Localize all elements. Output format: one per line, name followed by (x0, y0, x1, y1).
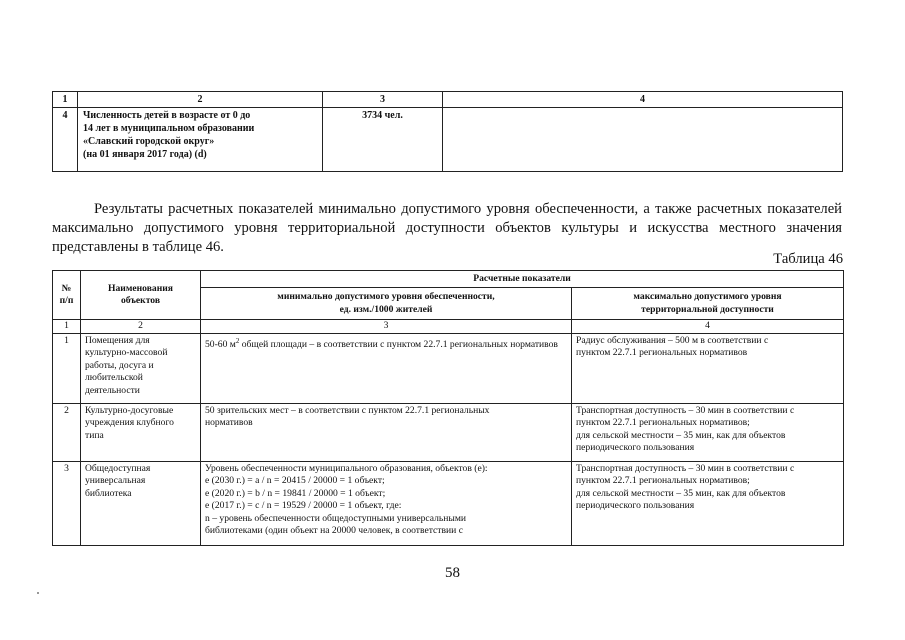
row-name-line: 14 лет в муниципальном образовании (83, 123, 255, 134)
head-max-line: максимально допустимого уровня (633, 291, 782, 303)
object-name-line: культурно-массовой (85, 347, 168, 359)
top-header-cell: 2 (78, 92, 323, 108)
index-row (53, 320, 844, 334)
max-indicator (572, 462, 844, 546)
object-name-line: любительской (85, 372, 143, 384)
max-line: периодического пользования (576, 442, 695, 454)
table-46 (52, 270, 844, 546)
min-text: 50-60 м (205, 339, 236, 351)
object-name-line: библиотека (85, 487, 132, 499)
min-sup: 2 (235, 337, 240, 345)
top-table-header-row (53, 92, 843, 108)
index-cell: 1 (53, 320, 81, 334)
max-line: для сельской местности – 35 мин, как для объектов (576, 487, 786, 499)
max-line: для сельской местности – 35 мин, как для объектов (576, 429, 786, 441)
min-line: е (2017 г.) = c / n = 19529 / 20000 = 1 объект, где: (205, 500, 402, 512)
index-cell: 2 (81, 320, 201, 334)
max-line: Транспортная доступность – 30 мин в соответствии с (576, 405, 795, 416)
table-row (53, 404, 844, 462)
row-name (78, 108, 323, 172)
head-num (53, 271, 81, 320)
table-label: Таблица 46 (773, 251, 843, 267)
max-line: периодического пользования (576, 500, 695, 512)
head-name-line: Наименования (108, 282, 173, 294)
min-line: е (2020 г.) = b / n = 19841 / 20000 = 1 объект; (205, 487, 386, 499)
index-cell: 3 (201, 320, 572, 334)
object-name (81, 404, 201, 462)
row-number: 2 (53, 404, 81, 462)
row-number: 1 (53, 334, 81, 404)
row-name-line: Численность детей в возрасте от 0 до (83, 110, 251, 121)
head-max-line: территориальной доступности (641, 303, 774, 315)
row-note (443, 108, 843, 172)
min-line: нормативов (205, 417, 253, 429)
min-line: n – уровень обеспеченности общедоступными универсальными (205, 512, 467, 524)
head-name (81, 271, 201, 320)
head-row-1 (53, 271, 844, 288)
head-min-line: ед. изм./1000 жителей (339, 303, 433, 315)
max-line: Транспортная доступность – 30 мин в соответствии с (576, 463, 795, 474)
min-line: библиотеками (один объект на 20000 человек, в соответствии с (205, 525, 463, 537)
table-row (53, 334, 844, 404)
object-name-line: работы, досуга и (85, 359, 154, 371)
row-name-line: (на 01 января 2017 года) (d) (83, 149, 207, 160)
object-name-line: учреждения клубного (85, 417, 174, 429)
top-header-cell: 4 (443, 92, 843, 108)
max-line: пунктом 22.7.1 региональных нормативов; (576, 475, 750, 487)
min-line: Уровень обеспеченности муниципального образования, объектов (е): (205, 463, 488, 474)
index-cell: 4 (572, 320, 844, 334)
top-header-cell: 3 (323, 92, 443, 108)
object-name-line: универсальная (85, 475, 146, 487)
body-paragraph: Результаты расчетных показателей минимально допустимого уровня обеспеченности, а также расчетных показателей максимально допустимого уровня территориальной доступности объектов культуры и искусства местного значения представлены в таблице 46. (52, 201, 842, 255)
max-indicator (572, 404, 844, 462)
top-header-cell: 1 (53, 92, 78, 108)
min-indicator (201, 404, 572, 462)
page-number: 58 (445, 565, 460, 581)
object-name-line: деятельности (85, 384, 140, 396)
max-line: пунктом 22.7.1 региональных нормативов; (576, 417, 750, 429)
object-name (81, 334, 201, 404)
head-max (572, 288, 844, 320)
head-min (201, 288, 572, 320)
max-indicator (572, 334, 844, 404)
row-number: 3 (53, 462, 81, 546)
head-num-line: п/п (59, 295, 74, 306)
top-table (52, 91, 843, 172)
scan-speck (37, 592, 39, 594)
object-name (81, 462, 201, 546)
object-name-line: Культурно-досуговые (85, 405, 174, 416)
max-line: пунктом 22.7.1 региональных нормативов (576, 347, 748, 359)
max-line: Радиус обслуживания – 500 м в соответствии с (576, 335, 769, 346)
min-line: 50 зрительских мест – в соответствии с пунктом 22.7.1 региональных (205, 405, 490, 416)
head-name-line: объектов (120, 295, 161, 306)
min-text: общей площади – в соответствии с пунктом 22.7.1 региональных нормативов (239, 339, 558, 351)
table-row (53, 462, 844, 546)
row-value: 3734 чел. (323, 108, 443, 172)
object-name-line: Общедоступная (85, 463, 151, 474)
object-name-line: типа (85, 429, 104, 441)
row-number: 4 (53, 108, 78, 172)
object-name-line: Помещения для (85, 335, 150, 346)
head-group: Расчетные показатели (201, 271, 844, 288)
min-indicator (201, 462, 572, 546)
head-min-line: минимально допустимого уровня обеспеченности, (277, 291, 495, 303)
head-num-line: № (61, 282, 72, 294)
min-line: е (2030 г.) = a / n = 20415 / 20000 = 1 объект; (205, 475, 385, 487)
min-indicator (201, 334, 572, 404)
row-name-line: «Славский городской округ» (83, 136, 215, 147)
top-table-row (53, 108, 843, 172)
